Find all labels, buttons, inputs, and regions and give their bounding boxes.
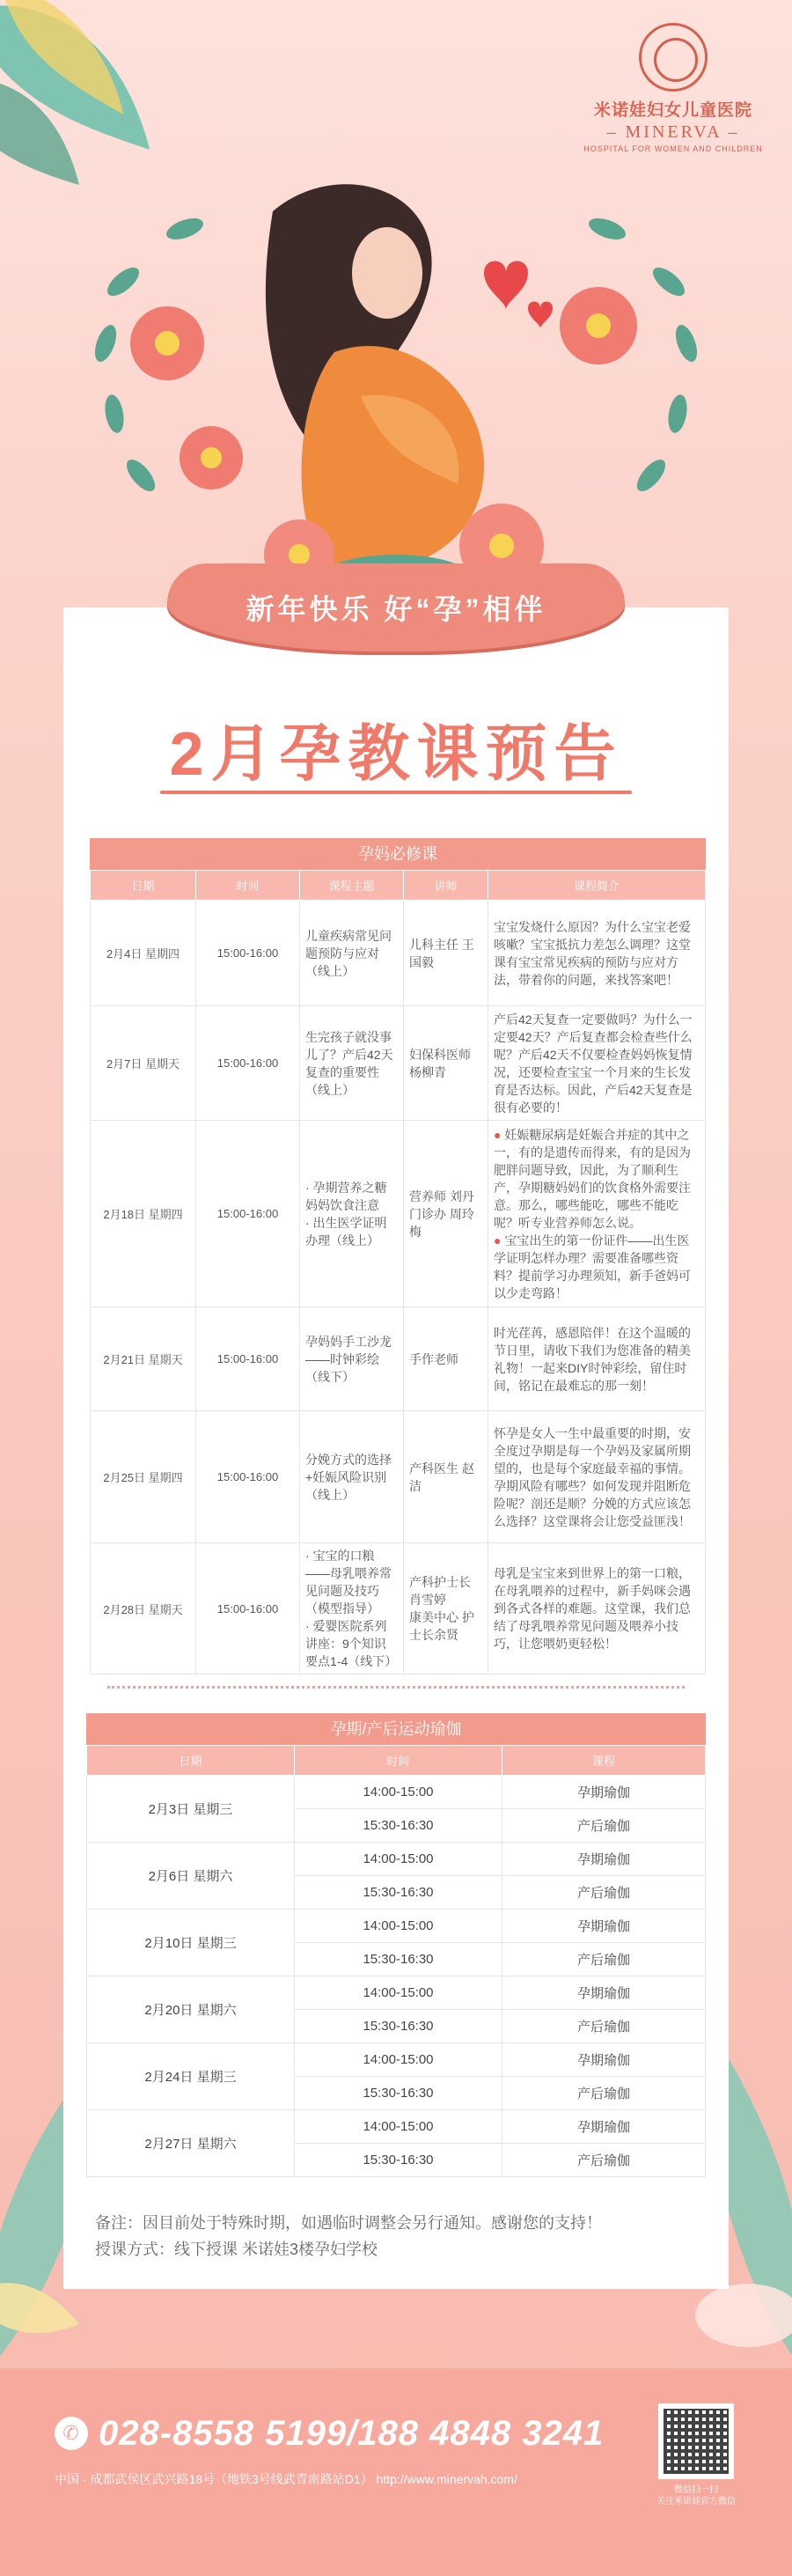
description-cell: 宝宝发烧什么原因？为什么宝宝老爱咳嗽？宝宝抵抗力差怎么调理？这堂课有宝宝常见疾病的预防与应对方法，带着你的问题，来找答案吧！ [488,901,706,1006]
lecturer-cell: 产科医生 赵洁 [404,1411,488,1543]
description-cell [488,1121,706,1307]
course-cell: 产后瑜伽 [502,1943,706,1976]
logo-emblem-icon [639,23,708,92]
course-cell: 孕期瑜伽 [502,1910,706,1943]
lecturer-cell: 营养师 刘丹 门诊办 周玲梅 [404,1121,488,1307]
phone-number[interactable] [55,2414,604,2454]
table-row [91,1006,706,1121]
column-header: 日期 [91,871,196,901]
description-cell: 怀孕是女人一生中最重要的时期，安全度过孕期是每一个孕妈及家属所期望的，也是每个家庭最幸福的事情。孕期风险有哪些？如何发现并阻断危险呢？剖还是顺？分娩的方式应该怎么选择？这堂课将会让您受益匪浅！ [488,1411,706,1543]
lecturer-cell: 儿科主任 王国毅 [404,901,488,1006]
lecturer-cell: 手作老师 [404,1307,488,1411]
required-courses-table [90,870,706,1674]
yoga-section [86,1713,706,2177]
course-cell: 产后瑜伽 [502,1876,706,1910]
time-cell: 15:30-16:30 [295,2144,502,2177]
lecturer-cell: 妇保科医师 杨柳青 [404,1006,488,1121]
phone-icon: ✆ [55,2417,88,2450]
column-header: 讲师 [404,871,488,901]
date-cell: 2月20日 星期六 [87,1976,295,2043]
topic-cell: 儿童疾病常见问题预防与应对（线上） [300,901,404,1006]
yoga-table [86,1745,706,2177]
title-underline [160,791,632,794]
time-cell: 14:00-15:00 [295,1776,502,1809]
description-cell: 母乳是宝宝来到世界上的第一口粮，在母乳喂养的过程中，新手妈咪会遇到各式各样的难题。这堂课，我们总结了母乳喂养常见问题及喂养小技巧，让您喂奶更轻松！ [488,1543,706,1674]
bullet-text: 宝宝出生的第一份证件——出生医学证明怎样办理？需要准备哪些资料？提前学习办理须知，新手爸妈可以少走弯路！ [494,1233,691,1300]
date-cell: 2月3日 星期三 [87,1776,295,1843]
notes [95,2210,702,2263]
column-header: 时间 [295,1746,502,1776]
note-line: 备注：因目前处于特殊时期，如遇临时调整会另行通知。感谢您的支持！ [95,2214,602,2232]
time-cell: 14:00-15:00 [295,2110,502,2144]
date-cell: 2月6日 星期六 [87,1843,295,1910]
column-header: 课程 [502,1746,706,1776]
course-cell: 孕期瑜伽 [502,1843,706,1876]
logo-subtitle: HOSPITAL FOR WOMEN AND CHILDREN [583,144,763,153]
course-cell: 孕期瑜伽 [502,1976,706,2010]
section-title: 孕期/产后运动瑜伽 [86,1713,706,1745]
table-header-row [91,871,706,901]
hospital-logo [572,23,774,153]
bullet-text: 妊娠糖尿病是妊娠合并症的其中之一，有的是遗传而得来，有的是因为肥胖问题导致，因此，为了顺利生产，孕期糖妈妈们的饮食格外需要注意。那么，哪些能吃，哪些不能吃呢？听专业营养师怎么说。 [494,1127,691,1230]
description-bullet [494,1232,700,1302]
required-courses-section [90,838,706,1674]
course-cell: 孕期瑜伽 [502,1776,706,1809]
column-header: 课程主题 [300,871,404,901]
table-row [87,1776,706,1809]
time-cell: 15:00-16:00 [196,1121,300,1307]
table-row [87,1843,706,1876]
column-header: 课程简介 [488,871,706,901]
table-row [91,1543,706,1674]
lecturer-cell: 产科护士长 肖雪婷 康美中心 护士长余贤 [404,1543,488,1674]
section-divider [107,1686,685,1689]
time-cell: 15:30-16:30 [295,1876,502,1910]
course-cell: 产后瑜伽 [502,2144,706,2177]
qr-code-icon [658,2403,734,2479]
time-cell: 15:00-16:00 [196,1307,300,1411]
time-cell: 14:00-15:00 [295,1843,502,1876]
section-title: 孕妈必修课 [90,838,706,870]
date-cell: 2月7日 星期天 [91,1006,196,1121]
date-cell: 2月4日 星期四 [91,901,196,1006]
topic-cell: 孕妈妈手工沙龙——时钟彩绘（线下） [300,1307,404,1411]
topic-cell: 分娩方式的选择+妊娠风险识别（线上） [300,1411,404,1543]
time-cell: 15:30-16:30 [295,1943,502,1976]
time-cell: 15:00-16:00 [196,1006,300,1121]
topic-cell: · 孕期营养之糖妈妈饮食注意 · 出生医学证明办理（线上） [300,1121,404,1307]
table-row [87,2110,706,2144]
time-cell: 15:30-16:30 [295,2010,502,2043]
date-cell: 2月21日 星期天 [91,1307,196,1411]
table-row [91,1121,706,1307]
phone-text[interactable]: 028-8558 5199/188 4848 3241 [99,2414,605,2453]
time-cell: 14:00-15:00 [295,2043,502,2077]
bullet-icon: ● [494,1233,505,1248]
time-cell: 14:00-15:00 [295,1976,502,2010]
time-cell: 15:30-16:30 [295,2077,502,2110]
table-row [87,1910,706,1943]
description-cell: 时光荏苒，感恩陪伴！在这个温暖的节日里，请收下我们为您准备的精美礼物！一起来DIY时钟彩绘，留住时间，铭记在最难忘的那一刻！ [488,1307,706,1411]
logo-name-en: – MINERVA – [606,122,740,142]
table-header-row [87,1746,706,1776]
logo-name-cn: 米诺娃妇女儿童医院 [593,100,752,120]
time-cell: 15:00-16:00 [196,1411,300,1543]
time-cell: 15:30-16:30 [295,1809,502,1843]
course-cell: 孕期瑜伽 [502,2110,706,2144]
topic-cell: · 宝宝的口粮——母乳喂养常见问题及技巧（模型指导） · 爱婴医院系列讲座：9个知识要点1-4（线下） [300,1543,404,1674]
date-cell: 2月28日 星期天 [91,1543,196,1674]
date-cell: 2月10日 星期三 [87,1910,295,1976]
course-cell: 产后瑜伽 [502,2077,706,2110]
topic-cell: 生完孩子就没事儿了？产后42天复查的重要性（线上） [300,1006,404,1121]
new-year-ribbon: 新年快乐 好“孕”相伴 [167,563,625,651]
qr-caption: 微信扫一扫 关注米诺娃官方微信 [656,2485,736,2506]
bullet-icon: ● [494,1127,505,1142]
time-cell: 15:00-16:00 [196,901,300,1006]
date-cell: 2月27日 星期六 [87,2110,295,2177]
course-cell: 产后瑜伽 [502,1809,706,1843]
time-cell: 15:00-16:00 [196,1543,300,1674]
content-card [63,607,729,2289]
course-cell: 产后瑜伽 [502,2010,706,2043]
description-bullet [494,1126,700,1232]
date-cell: 2月18日 星期四 [91,1121,196,1307]
table-row [91,1307,706,1411]
course-cell: 孕期瑜伽 [502,2043,706,2077]
table-row [91,901,706,1006]
note-line: 授课方式：线下授课 米诺娃3楼孕妇学校 [95,2241,378,2258]
page-title: 2月孕教课预告 [169,719,623,788]
column-header: 日期 [87,1746,295,1776]
leaf-decoration-icon [0,0,176,202]
address: 中国 · 成都武侯区武兴路18号（地铁3号线武青南路站D1） http://www.minervah.com/ [55,2472,517,2486]
time-cell: 14:00-15:00 [295,1910,502,1943]
date-cell: 2月24日 星期三 [87,2043,295,2110]
date-cell: 2月25日 星期四 [91,1411,196,1543]
table-row [87,1976,706,2010]
table-row [91,1411,706,1543]
table-row [87,2043,706,2077]
description-cell: 产后42天复查一定要做吗？为什么一定要42天？产后复查都会检查些什么呢？产后42天不仅要检查妈妈恢复情况，还要检查宝宝一个月来的生长发育是否达标。因此，产后42天复查是很有必要的！ [488,1006,706,1121]
column-header: 时间 [196,871,300,901]
